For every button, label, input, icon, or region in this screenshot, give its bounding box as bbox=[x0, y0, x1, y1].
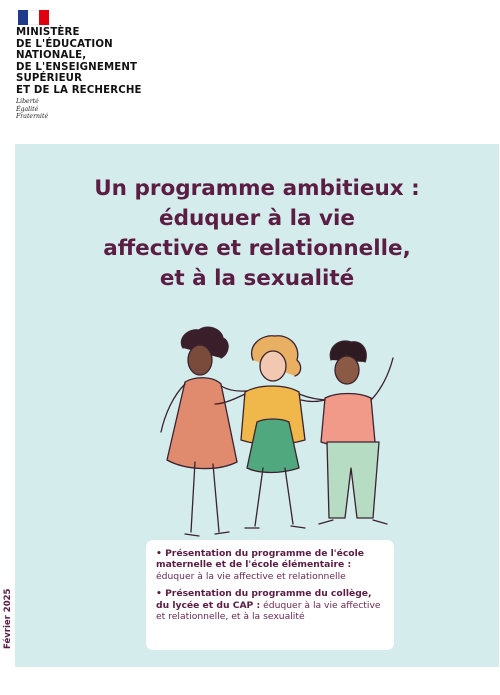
title-line: affective et relationnelle, bbox=[103, 236, 411, 261]
title-line: Un programme ambitieux : bbox=[94, 176, 420, 201]
cover-panel bbox=[3, 144, 499, 667]
three-children-illustration bbox=[145, 322, 405, 552]
republic-motto bbox=[16, 98, 216, 121]
info-item-title: Présentation du programme de l'école maternelle et de l'école élémentaire : bbox=[156, 548, 364, 571]
motto-line: Égalité bbox=[16, 105, 39, 113]
ministry-line: SUPÉRIEUR bbox=[16, 73, 83, 84]
title-line: et à la sexualité bbox=[159, 266, 355, 291]
info-item-title: Présentation du programme du collège, du lycée et du CAP : bbox=[156, 588, 372, 611]
ministry-line: ET DE LA RECHERCHE bbox=[16, 84, 142, 96]
cover-title bbox=[15, 174, 499, 294]
title-line: éduquer à la vie bbox=[159, 206, 355, 231]
ministry-line: MINISTÈRE bbox=[16, 27, 80, 38]
motto-line: Liberté bbox=[16, 98, 39, 105]
ministry-header bbox=[16, 10, 216, 121]
programme-info-box bbox=[146, 540, 394, 650]
french-flag-logo bbox=[18, 10, 49, 25]
info-item-text: éduquer à la vie affective et relationnelle, et à la sexualité bbox=[156, 599, 381, 623]
publication-date: Février 2025 bbox=[3, 588, 13, 649]
ministry-line: NATIONALE, bbox=[16, 50, 87, 61]
info-item: • Présentation du programme du collège, du lycée et du CAP : éduquer à la vie affective et relationnelle, et à la sexualité bbox=[156, 588, 381, 623]
motto-line: Fraternité bbox=[16, 113, 49, 121]
ministry-line: DE L'ENSEIGNEMENT bbox=[16, 61, 138, 73]
info-item-text: éduquer à la vie affective et relationnelle bbox=[156, 570, 346, 582]
info-item: • Présentation du programme de l'école maternelle et de l'école élémentaire : éduquer à la vie affective et relationnelle bbox=[156, 548, 364, 582]
ministry-name bbox=[16, 27, 216, 96]
ministry-line: DE L'ÉDUCATION bbox=[16, 38, 113, 50]
